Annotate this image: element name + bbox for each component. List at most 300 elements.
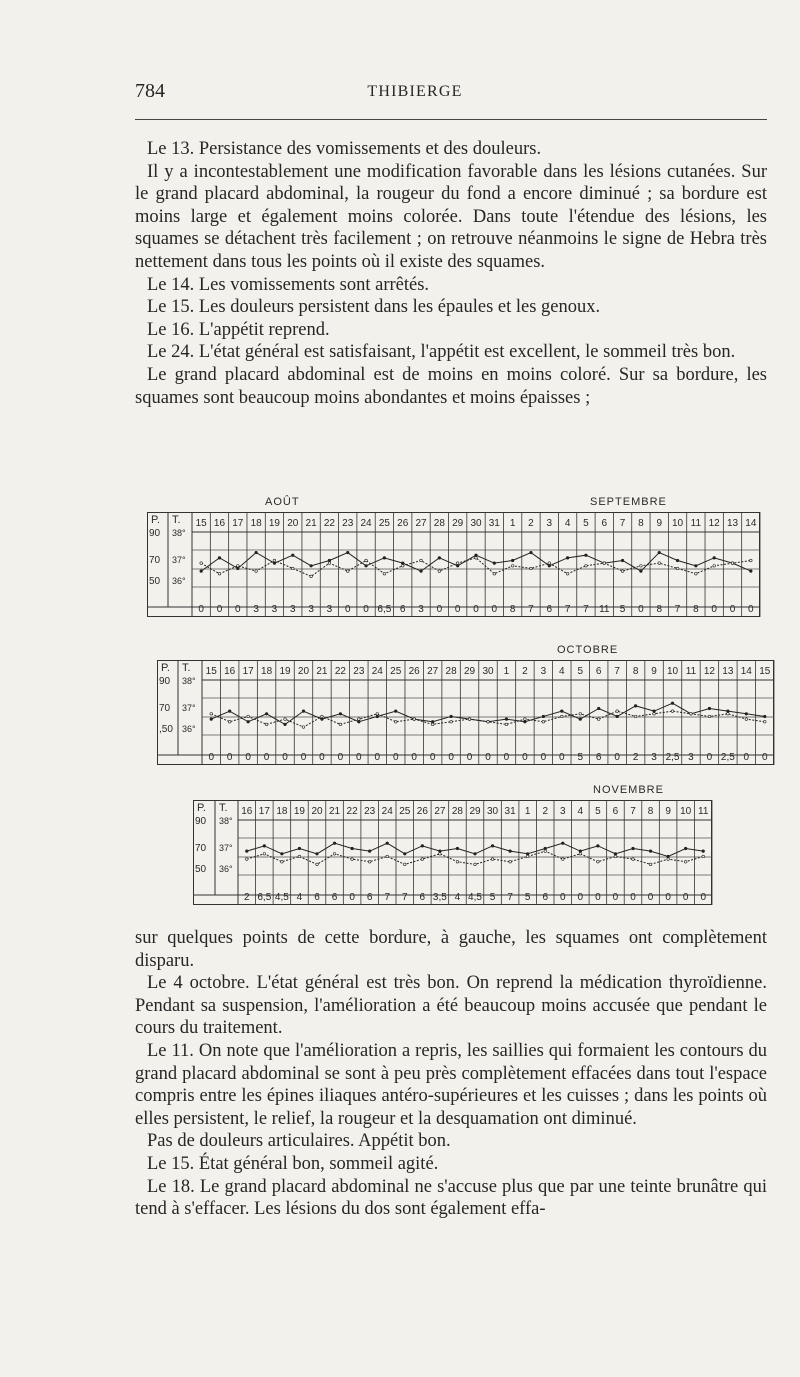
day-label: 26 xyxy=(397,518,409,529)
temp-tick: 38° xyxy=(219,816,233,826)
temperature-point xyxy=(450,715,453,718)
day-label: 24 xyxy=(360,518,372,529)
value-cell: 0 xyxy=(503,752,510,763)
temperature-point xyxy=(585,554,588,557)
temperature-point xyxy=(210,718,213,721)
day-label: 20 xyxy=(311,806,323,817)
temperature-point xyxy=(247,720,250,723)
day-label: 3 xyxy=(546,518,553,529)
temperature-point xyxy=(403,863,406,866)
value-cell: 0 xyxy=(743,752,750,763)
day-label: 13 xyxy=(726,518,739,529)
temperature-point xyxy=(339,723,342,726)
temperature-point xyxy=(316,853,319,856)
value-cell: 0 xyxy=(198,604,204,615)
day-label: 5 xyxy=(583,518,589,529)
day-label: 16 xyxy=(213,518,226,529)
day-label: 14 xyxy=(740,666,752,677)
temperature-point xyxy=(475,554,478,557)
value-cell: 7 xyxy=(384,892,391,903)
temperature-point xyxy=(291,567,294,570)
day-label: 4 xyxy=(559,666,565,677)
day-label: 6 xyxy=(612,806,619,817)
temperature-point xyxy=(358,718,361,721)
day-label: 11 xyxy=(685,666,697,677)
temperature-point xyxy=(321,715,324,718)
temperature-point xyxy=(548,562,551,565)
temperature-point xyxy=(302,726,305,729)
value-cell: 7 xyxy=(401,892,408,903)
temp-tick: 38° xyxy=(172,528,186,538)
value-cell: 6 xyxy=(419,892,426,903)
temperature-point xyxy=(702,855,705,858)
page-number: 784 xyxy=(135,80,165,102)
value-cell: 6 xyxy=(399,604,406,615)
temperature-point xyxy=(474,853,477,856)
value-cell: 0 xyxy=(300,752,307,763)
temperature-point xyxy=(245,858,248,861)
temperature-point xyxy=(491,858,494,861)
temperature-point xyxy=(403,853,406,856)
value-cell: 0 xyxy=(216,604,223,615)
day-label: 1 xyxy=(503,666,510,677)
temperature-point xyxy=(667,858,670,861)
day-label: 17 xyxy=(258,806,270,817)
temperature-point xyxy=(339,713,342,716)
temperature-point xyxy=(640,570,643,573)
value-cell: 0 xyxy=(429,752,436,763)
value-cell: 0 xyxy=(729,604,736,615)
paragraph: Pas de douleurs articulaires. Appétit bon. xyxy=(147,1131,451,1152)
day-label: 25 xyxy=(399,806,411,817)
temperature-point xyxy=(376,715,379,718)
temperature-point xyxy=(394,720,397,723)
value-cell: 3 xyxy=(289,604,296,615)
paragraph: Le 18. Le grand placard abdominal ne s'accuse plus que par une teinte brunâtre qui tend à s'effacer. Les lésions du dos sont également effa- xyxy=(135,1176,767,1220)
temperature-point xyxy=(745,718,748,721)
temperature-point xyxy=(671,710,674,713)
temperature-point xyxy=(653,713,656,716)
value-cell: 7 xyxy=(528,604,534,615)
temperature-point xyxy=(603,562,606,565)
value-cell: 2 xyxy=(243,892,250,903)
temperature-point xyxy=(263,853,266,856)
paragraph: Le 15. État général bon, sommeil agité. xyxy=(147,1153,439,1174)
value-cell: 3 xyxy=(271,604,278,615)
day-label: 1 xyxy=(509,518,516,529)
paragraph: Le 11. On note que l'amélioration a repris, les saillies qui formaient les contours du grand placard abdominal se sont à peu près complètement effacées dans tout l'espace compris entre les épines iliaques antéro-supérieures et les cuisses ; dans les points où elles persistent, le relief, la rougeur et la desquamation ont diminué. xyxy=(135,1040,767,1129)
temperature-point xyxy=(456,565,459,568)
day-label: 4 xyxy=(564,518,571,529)
temperature-point xyxy=(708,715,711,718)
day-label: 20 xyxy=(287,518,299,529)
day-label: 15 xyxy=(195,518,207,529)
temperature-point xyxy=(579,850,582,853)
temperature-point xyxy=(763,720,766,723)
value-cell: 0 xyxy=(522,752,528,763)
temperature-point xyxy=(745,713,748,716)
value-cell: 0 xyxy=(319,752,325,763)
temperature-point xyxy=(200,570,203,573)
day-label: 28 xyxy=(451,806,464,817)
temperature-point xyxy=(413,718,416,721)
day-label: 17 xyxy=(242,666,254,677)
temperature-point xyxy=(684,860,687,863)
temperature-point xyxy=(351,858,354,861)
temperature-point xyxy=(509,860,512,863)
value-cell: 6 xyxy=(542,892,549,903)
value-cell: 4,5 xyxy=(468,892,482,903)
pulse-tick: ,50 xyxy=(159,724,173,735)
day-label: 28 xyxy=(433,518,445,529)
temperature-point xyxy=(273,559,276,562)
value-cell: 0 xyxy=(473,604,479,615)
temperature-point xyxy=(542,715,545,718)
value-cell: 3 xyxy=(651,752,657,763)
value-cell: 0 xyxy=(491,604,498,615)
value-cell: 7 xyxy=(507,892,513,903)
day-label: 31 xyxy=(504,806,516,817)
temperature-point xyxy=(684,847,687,850)
month-label: AOÛT xyxy=(265,496,300,508)
temperature-point xyxy=(376,713,379,716)
temperature-point xyxy=(358,720,361,723)
paragraph: sur quelques points de cette bordure, à gauche, les squames ont complètement disparu. xyxy=(135,928,767,971)
day-label: 8 xyxy=(632,666,639,677)
value-cell: 0 xyxy=(711,604,717,615)
day-label: 3 xyxy=(540,666,547,677)
temperature-point xyxy=(328,559,331,562)
temperature-point xyxy=(597,707,600,710)
temperature-point xyxy=(505,718,508,721)
day-label: 2 xyxy=(522,666,528,677)
value-cell: 6 xyxy=(366,892,373,903)
value-cell: 5 xyxy=(524,892,531,903)
temperature-point xyxy=(544,847,547,850)
temperature-point xyxy=(505,723,508,726)
temperature-point xyxy=(566,557,569,560)
pulse-tick: 50 xyxy=(195,864,207,875)
day-label: 24 xyxy=(371,666,383,677)
day-label: 10 xyxy=(671,518,684,529)
day-label: 7 xyxy=(614,666,620,677)
temperature-point xyxy=(727,713,730,716)
value-cell: 0 xyxy=(540,752,547,763)
value-cell: 0 xyxy=(612,892,619,903)
temperature-point xyxy=(526,855,529,858)
temperature-point xyxy=(676,559,679,562)
temperature-point xyxy=(255,551,258,554)
day-label: 6 xyxy=(595,666,602,677)
temperature-point xyxy=(616,710,619,713)
day-label: 2 xyxy=(528,518,534,529)
value-cell: 0 xyxy=(337,752,344,763)
temp-tick: 38° xyxy=(182,676,196,686)
value-cell: 0 xyxy=(559,892,566,903)
day-label: 22 xyxy=(334,666,346,677)
value-cell: 4 xyxy=(296,892,303,903)
value-cell: 0 xyxy=(466,752,473,763)
pulse-tick: 70 xyxy=(149,555,161,566)
value-cell: 0 xyxy=(344,604,351,615)
temperature-point xyxy=(561,710,564,713)
day-label: 19 xyxy=(293,806,306,817)
day-label: 29 xyxy=(452,518,464,529)
chart-svg xyxy=(157,640,774,765)
day-label: 25 xyxy=(390,666,402,677)
temperature-point xyxy=(456,847,459,850)
value-cell: 0 xyxy=(485,752,491,763)
value-cell: 6 xyxy=(595,752,602,763)
day-label: 22 xyxy=(346,806,358,817)
month-label: OCTOBRE xyxy=(557,644,619,656)
day-label: 2 xyxy=(542,806,549,817)
value-cell: 0 xyxy=(263,752,270,763)
value-cell: 2,5 xyxy=(720,752,735,763)
temperature-point xyxy=(383,572,386,575)
day-label: 27 xyxy=(427,666,439,677)
value-cell: 0 xyxy=(595,892,601,903)
day-label: 7 xyxy=(630,806,636,817)
temperature-point xyxy=(614,853,617,856)
day-label: 1 xyxy=(524,806,531,817)
temperature-point xyxy=(421,845,424,848)
value-cell: 0 xyxy=(208,752,215,763)
value-cell: 0 xyxy=(614,752,620,763)
temperature-point xyxy=(493,572,496,575)
temperature-point xyxy=(632,858,635,861)
value-cell: 6 xyxy=(331,892,338,903)
day-label: 18 xyxy=(261,666,273,677)
temperature-point xyxy=(524,720,527,723)
temperature-point xyxy=(431,720,434,723)
day-label: 27 xyxy=(434,806,446,817)
temperature-point xyxy=(302,710,305,713)
day-label: 27 xyxy=(415,518,427,529)
day-label: 8 xyxy=(638,518,644,529)
temperature-point xyxy=(420,570,423,573)
value-cell: 0 xyxy=(245,752,251,763)
day-label: 14 xyxy=(745,518,757,529)
temperature-point xyxy=(333,842,336,845)
day-label: 25 xyxy=(378,518,390,529)
temperature-point xyxy=(228,720,231,723)
value-cell: 0 xyxy=(665,892,671,903)
day-label: 21 xyxy=(316,666,328,677)
day-label: 22 xyxy=(323,518,335,529)
temperature-point xyxy=(548,565,551,568)
pulse-tick: 90 xyxy=(159,676,171,687)
day-label: 6 xyxy=(601,518,608,529)
value-cell: 7 xyxy=(583,604,589,615)
value-cell: 7 xyxy=(674,604,681,615)
day-label: 8 xyxy=(647,806,654,817)
day-label: 5 xyxy=(595,806,601,817)
temperature-point xyxy=(640,565,643,568)
temperature-point xyxy=(671,702,674,705)
value-cell: 0 xyxy=(700,892,707,903)
temperature-point xyxy=(634,715,637,718)
value-cell: 4 xyxy=(454,892,461,903)
temperature-point xyxy=(281,860,284,863)
temperature-point xyxy=(439,850,442,853)
day-label: 31 xyxy=(488,518,500,529)
value-cell: 0 xyxy=(349,892,355,903)
temperature-point xyxy=(511,559,514,562)
temperature-point xyxy=(614,855,617,858)
temperature-point xyxy=(310,575,313,578)
temp-tick: 36° xyxy=(172,576,186,586)
temperature-point xyxy=(263,845,266,848)
temperature-point xyxy=(298,847,301,850)
temperature-point xyxy=(333,853,336,856)
temperature-point xyxy=(383,557,386,560)
temperature-point xyxy=(365,559,368,562)
value-cell: 3 xyxy=(688,752,694,763)
temperature-point xyxy=(438,570,441,573)
paragraph: Le 24. L'état général est satisfaisant, l'appétit est excellent, le sommeil très bon. xyxy=(147,342,736,363)
temperature-point xyxy=(450,720,453,723)
temperature-point xyxy=(368,860,371,863)
temperature-point xyxy=(310,565,313,568)
temperature-point xyxy=(708,707,711,710)
temperature-point xyxy=(438,557,441,560)
running-title: THIBIERGE xyxy=(367,83,463,100)
temperature-point xyxy=(750,559,753,562)
temperature-point xyxy=(658,551,661,554)
temperature-point xyxy=(386,855,389,858)
temperature-point xyxy=(386,842,389,845)
day-label: 12 xyxy=(703,666,715,677)
temperature-point xyxy=(530,551,533,554)
temperature-point xyxy=(200,562,203,565)
temperature-point xyxy=(321,718,324,721)
temperature-point xyxy=(585,565,588,568)
temperature-point xyxy=(632,847,635,850)
day-label: 11 xyxy=(690,518,702,529)
temperature-chart-octobre xyxy=(157,640,774,765)
value-cell: 3,5 xyxy=(432,892,447,903)
day-label: 19 xyxy=(268,518,281,529)
day-label: 5 xyxy=(577,666,584,677)
temperature-point xyxy=(667,855,670,858)
temperature-point xyxy=(281,853,284,856)
header-rule xyxy=(135,119,767,120)
temperature-point xyxy=(561,842,564,845)
value-cell: 0 xyxy=(226,752,233,763)
temperature-point xyxy=(228,710,231,713)
value-cell: 0 xyxy=(454,604,461,615)
day-label: 26 xyxy=(408,666,420,677)
pulse-tick: 90 xyxy=(149,528,161,539)
temperature-point xyxy=(368,850,371,853)
temperature-point xyxy=(658,562,661,565)
value-cell: 0 xyxy=(282,752,288,763)
value-cell: 2 xyxy=(632,752,639,763)
pulse-tick: 90 xyxy=(195,816,207,827)
temperature-point xyxy=(579,718,582,721)
temperature-point xyxy=(566,572,569,575)
day-label: 18 xyxy=(250,518,262,529)
paragraph: Le grand placard abdominal est de moins en moins coloré. Sur sa bordure, les squames sont beaucoup moins abondantes et moins épaisses ; xyxy=(135,364,767,408)
temperature-point xyxy=(511,565,514,568)
temperature-point xyxy=(731,562,734,565)
value-cell: 2,5 xyxy=(665,752,680,763)
temperature-point xyxy=(421,858,424,861)
day-label: 15 xyxy=(759,666,771,677)
chart-svg xyxy=(147,492,760,617)
value-cell: 3 xyxy=(418,604,424,615)
temp-tick: 37° xyxy=(219,843,233,853)
day-label: 10 xyxy=(680,806,692,817)
value-cell: 0 xyxy=(436,604,443,615)
day-label: 29 xyxy=(469,806,481,817)
value-cell: 8 xyxy=(509,604,516,615)
value-cell: 0 xyxy=(559,752,565,763)
value-cell: 3 xyxy=(253,604,259,615)
value-cell: 0 xyxy=(363,604,369,615)
value-cell: 0 xyxy=(374,752,381,763)
day-label: 10 xyxy=(666,666,679,677)
temperature-point xyxy=(621,559,624,562)
temperature-point xyxy=(273,562,276,565)
value-cell: 11 xyxy=(599,604,610,615)
temp-tick: 37° xyxy=(182,703,196,713)
value-cell: 6,5 xyxy=(257,892,272,903)
value-cell: 3 xyxy=(308,604,314,615)
temperature-point xyxy=(468,718,471,721)
temperature-point xyxy=(634,705,637,708)
temperature-point xyxy=(702,850,705,853)
temperature-point xyxy=(475,557,478,560)
temperature-point xyxy=(439,853,442,856)
value-cell: 5 xyxy=(489,892,496,903)
temperature-point xyxy=(621,570,624,573)
day-label: 3 xyxy=(559,806,566,817)
temp-tick: 36° xyxy=(219,864,233,874)
temperature-point xyxy=(653,710,656,713)
value-cell: 6,5 xyxy=(377,604,392,615)
day-label: 15 xyxy=(205,666,217,677)
day-label: 30 xyxy=(482,666,494,677)
day-label: 18 xyxy=(276,806,288,817)
value-cell: 5 xyxy=(619,604,626,615)
value-cell: 4,5 xyxy=(274,892,289,903)
paragraph: Le 15. Les douleurs persistent dans les épaules et les genoux. xyxy=(147,297,601,318)
temp-tick: 36° xyxy=(182,724,196,734)
month-label: SEPTEMBRE xyxy=(590,496,667,508)
pulse-header: P. xyxy=(197,802,206,814)
value-cell: 0 xyxy=(761,752,768,763)
value-cell: 0 xyxy=(630,892,636,903)
temperature-point xyxy=(291,554,294,557)
day-label: 21 xyxy=(305,518,317,529)
value-cell: 0 xyxy=(577,892,584,903)
day-label: 29 xyxy=(463,666,476,677)
temp-header: T. xyxy=(172,514,181,526)
pulse-header: P. xyxy=(161,662,170,674)
day-label: 26 xyxy=(416,806,428,817)
temp-tick: 37° xyxy=(172,555,186,565)
temperature-point xyxy=(542,720,545,723)
day-label: 9 xyxy=(656,518,663,529)
month-label: NOVEMBRE xyxy=(593,784,664,796)
day-label: 24 xyxy=(381,806,393,817)
value-cell: 8 xyxy=(693,604,699,615)
day-label: 16 xyxy=(224,666,236,677)
day-label: 30 xyxy=(486,806,499,817)
pulse-header: P. xyxy=(151,514,160,526)
